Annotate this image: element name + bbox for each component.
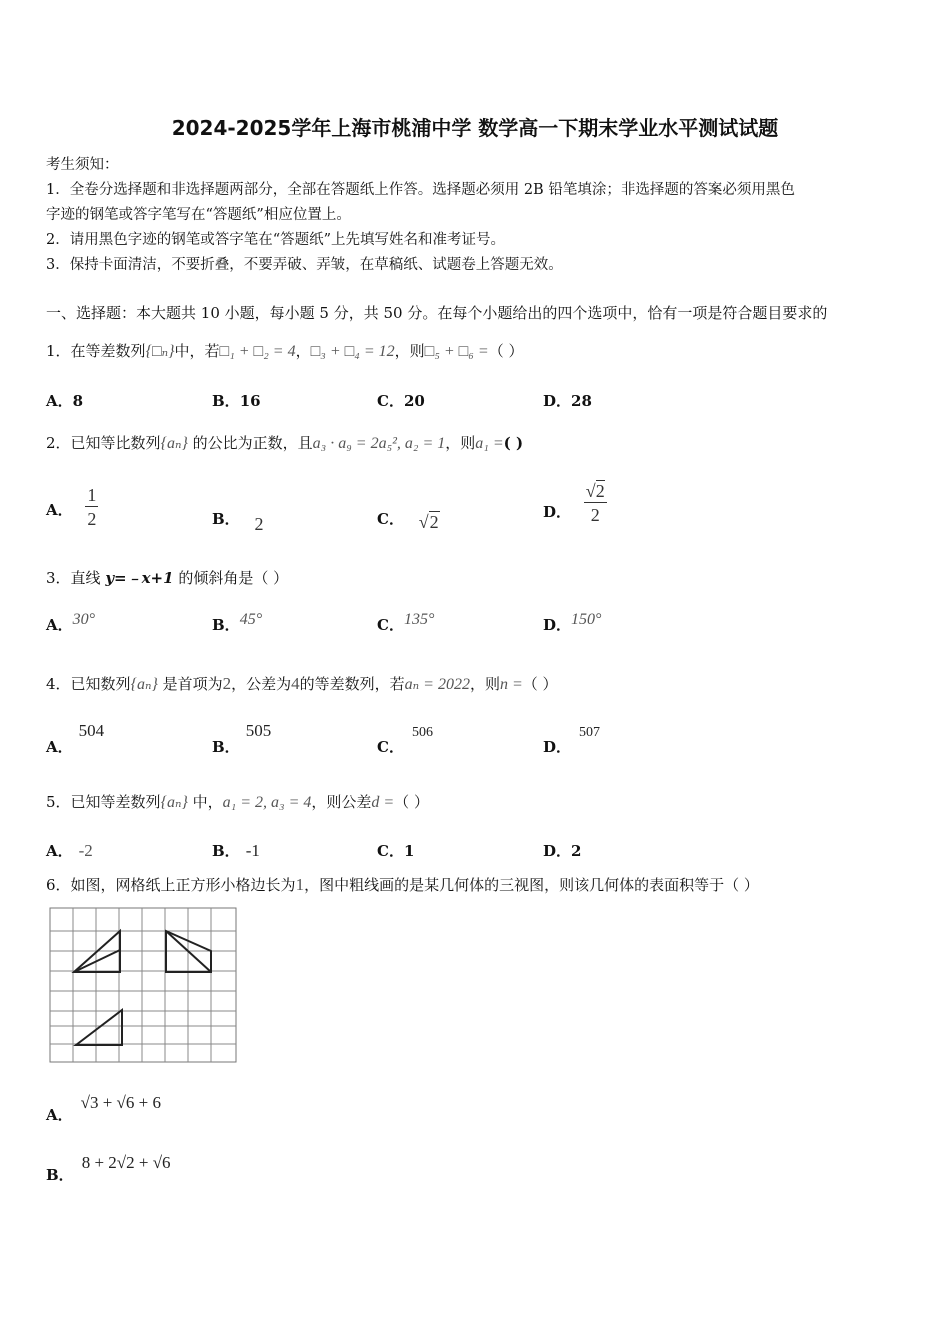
question-2 [46, 432, 523, 453]
question-3 [46, 567, 288, 588]
q3-option-b-value: 45° [239, 611, 263, 628]
q5-text-1: 已知等差数列 [70, 793, 161, 811]
q1-option-b-value: 16 [239, 392, 261, 410]
q3-option-a-letter: A． [46, 616, 73, 634]
q2-option-c-sqrt: √2 [418, 512, 439, 532]
q1-option-b[interactable] [212, 390, 261, 411]
q3-math-line: y=﹣x+1 [105, 569, 174, 587]
q2-option-b[interactable] [212, 508, 264, 534]
notice-heading: 考生须知： [46, 157, 119, 173]
q4-option-d[interactable] [543, 720, 601, 756]
q5-option-c-letter: C． [377, 842, 404, 860]
q1-text-3: ， [295, 342, 311, 360]
q1-text-4: ，则 [394, 342, 425, 360]
q2-option-d-denominator: 2 [590, 505, 600, 525]
question-1 [46, 340, 523, 361]
q6-text-2: ，图中粗线画的是某几何体的三视图，则该几何体的表面积等于（ ） [304, 876, 759, 894]
q5-option-a-letter: A． [46, 842, 73, 860]
q5-text-2: 中， [192, 793, 223, 811]
q2-text-1: 已知等比数列 [70, 434, 161, 452]
q6-option-a[interactable] [46, 1092, 161, 1124]
q4-option-b-value: 505 [245, 721, 272, 740]
q4-option-b[interactable] [212, 720, 272, 756]
q2-option-d-letter: D． [543, 503, 572, 521]
q3-option-d-letter: D． [543, 616, 572, 634]
section-heading: 一、选择题：本大题共 10 小题，每小题 5 分，共 50 分。在每个小题给出的四个选项中，恰有一项是符合题目要求的 [46, 304, 828, 322]
q2-option-d-numerator-radicand: 2 [595, 481, 605, 501]
q5-option-b[interactable] [212, 840, 260, 861]
q2-option-c-radicand: 2 [429, 512, 439, 532]
q4-math-first-term: 2 [222, 674, 232, 693]
q5-option-a-value: -2 [78, 841, 93, 860]
q2-option-a-letter: A． [46, 501, 73, 519]
q4-option-c-letter: C． [377, 738, 404, 756]
q1-text-1: 在等差数列 [70, 342, 146, 360]
question-5 [46, 791, 429, 812]
three-view-figure [48, 906, 238, 1064]
q3-option-c-value: 135° [403, 611, 435, 628]
q1-math-condition-2: □₃ + □₄ = 12 [310, 343, 395, 360]
q1-text-2: 中，若 [174, 342, 220, 360]
q5-option-d-letter: D． [543, 842, 572, 860]
q2-option-a-denominator: 2 [87, 509, 97, 529]
q2-number: 2． [46, 434, 71, 452]
question-6 [46, 874, 759, 895]
q6-option-a-letter: A． [46, 1106, 73, 1124]
q4-text-6: （ ） [522, 675, 558, 693]
q2-option-a-fraction [85, 486, 98, 528]
q6-math-side: 1 [295, 875, 305, 894]
q4-text-2: 是首项为 [162, 675, 223, 693]
q1-option-d-value: 28 [571, 392, 592, 410]
q5-option-d-value: 2 [571, 842, 582, 860]
q5-text-3: ，则公差 [311, 793, 372, 811]
q3-text-1: 直线 [70, 569, 106, 587]
q2-math-target: a₁ = [475, 435, 504, 452]
q2-option-d-fraction [584, 482, 607, 524]
notice-line-1b: 字迹的钢笔或答字笔写在“答题纸”相应位置上。 [46, 207, 351, 223]
q5-option-c-value: 1 [403, 842, 415, 860]
q1-option-d[interactable] [543, 390, 592, 411]
q2-math-sequence: {aₙ} [160, 435, 188, 452]
q2-option-b-value: 2 [254, 514, 264, 534]
q1-option-a-value: 8 [72, 392, 84, 410]
q6-number: 6． [46, 876, 71, 894]
q2-option-a[interactable] [46, 486, 98, 528]
q4-text-4: 的等差数列，若 [299, 675, 405, 693]
q3-text-2: 的倾斜角是（ ） [173, 569, 289, 587]
notice-line-2: 2．请用黑色字迹的钢笔或答字笔在“答题纸”上先填写姓名和准考证号。 [46, 232, 506, 248]
q4-text-3: ，公差为 [231, 675, 292, 693]
q4-option-b-letter: B． [212, 738, 240, 756]
q2-text-4: ( ) [503, 434, 524, 452]
q4-option-a[interactable] [46, 720, 105, 756]
q5-math-target: d = [371, 794, 395, 811]
q2-option-d[interactable] [543, 482, 607, 524]
q3-option-a-value: 30° [72, 611, 96, 628]
q5-option-c[interactable] [377, 840, 414, 861]
q4-math-sequence: {aₙ} [130, 676, 158, 693]
q6-option-b-value: 8 + 2√2 + √6 [81, 1153, 171, 1172]
q2-option-a-numerator: 1 [87, 485, 97, 505]
q4-option-d-letter: D． [543, 738, 572, 756]
q5-text-4: （ ） [394, 793, 429, 811]
q3-option-b-letter: B． [212, 616, 240, 634]
q4-text-1: 已知数列 [70, 675, 131, 693]
q6-option-b[interactable] [46, 1152, 171, 1184]
q5-option-b-value: -1 [245, 841, 260, 860]
q4-text-5: ，则 [469, 675, 500, 693]
q3-option-d[interactable] [543, 608, 602, 634]
q3-option-c-letter: C． [377, 616, 404, 634]
q5-option-a[interactable] [46, 840, 93, 861]
q1-option-c-letter: C． [377, 392, 404, 410]
q5-option-b-letter: B． [212, 842, 240, 860]
q2-text-3: ，则 [445, 434, 476, 452]
notice-line-3: 3．保持卡面清洁，不要折叠，不要弄破、弄皱，在草稿纸、试题卷上答题无效。 [46, 257, 563, 273]
q6-option-a-value: √3 + √6 + 6 [80, 1093, 161, 1112]
q4-option-d-value: 507 [579, 725, 601, 740]
q4-option-a-value: 504 [78, 721, 105, 740]
q3-option-d-value: 150° [571, 611, 602, 628]
q2-option-b-letter: B． [212, 510, 240, 528]
q1-number: 1． [46, 342, 71, 360]
q4-option-c[interactable] [377, 720, 433, 756]
q6-option-b-letter: B． [46, 1166, 74, 1184]
q1-math-target: □₅ + □₆ = [424, 343, 489, 360]
q1-math-sequence: {□ₙ} [145, 343, 175, 360]
q4-option-a-letter: A． [46, 738, 73, 756]
notice-line-1a: 1．全卷分选择题和非选择题两部分，全部在答题纸上作答。选择题必须用 2B 铅笔填涂；非选择题的答案必须用黑色 [46, 182, 795, 198]
question-4 [46, 673, 558, 694]
q5-option-d[interactable] [543, 840, 581, 861]
q4-option-c-value: 506 [411, 725, 433, 740]
top-view [76, 1010, 122, 1045]
q1-option-b-letter: B． [212, 392, 240, 410]
q4-math-target: n = [499, 676, 523, 693]
q1-math-condition-1: □₁ + □₂ = 4 [219, 343, 296, 360]
q5-math-sequence: {aₙ} [160, 794, 188, 811]
q2-option-c-letter: C． [377, 510, 404, 528]
q5-math-condition: a₁ = 2, a₃ = 4 [222, 794, 312, 811]
q4-number: 4． [46, 675, 71, 693]
q1-option-d-letter: D． [543, 392, 572, 410]
q1-option-c[interactable] [377, 390, 425, 411]
q1-text-5: （ ） [488, 342, 524, 360]
q2-option-c[interactable] [377, 508, 440, 532]
q3-option-c[interactable] [377, 608, 435, 634]
q3-number: 3． [46, 569, 71, 587]
q4-math-difference: 4 [291, 674, 300, 693]
grid-lines [50, 908, 236, 1062]
q5-number: 5． [46, 793, 71, 811]
q2-text-2: 的公比为正数，且 [192, 434, 313, 452]
q3-option-a[interactable] [46, 608, 96, 634]
q2-option-d-numerator: √2 [585, 481, 605, 501]
q4-math-condition: aₙ = 2022 [404, 676, 470, 693]
q1-option-c-value: 20 [403, 392, 425, 410]
q6-text-1: 如图，网格纸上正方形小格边长为 [70, 876, 296, 894]
q2-math-condition: a₃ · a₉ = 2a₅², a₂ = 1 [312, 435, 446, 452]
q1-option-a[interactable] [46, 390, 83, 411]
q3-option-b[interactable] [212, 608, 263, 634]
q1-option-a-letter: A． [46, 392, 73, 410]
page-title: 2024-2025学年上海市桃浦中学 数学高一下期末学业水平测试试题 [171, 116, 779, 140]
